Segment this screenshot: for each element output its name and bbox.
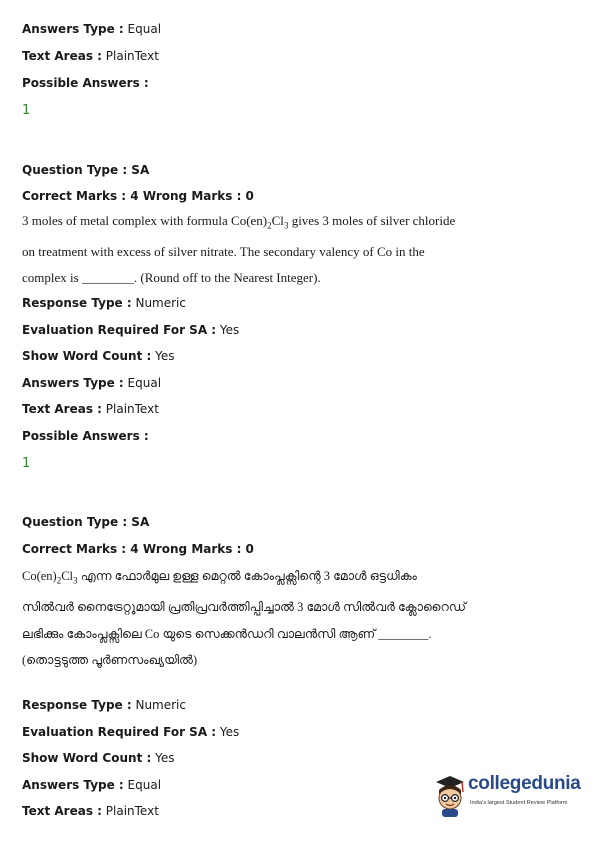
marks: Correct Marks : 4 Wrong Marks : 0: [22, 189, 254, 203]
subscript: 3: [283, 220, 289, 231]
answers-type-label: Answers Type :: [22, 778, 124, 792]
evaluation-row: [22, 323, 239, 337]
marks: Correct Marks : 4 Wrong Marks : 0: [22, 542, 254, 556]
text-areas-value: PlainText: [101, 804, 159, 818]
question-text-part: 3 moles of metal complex with formula Co(en): [22, 213, 268, 228]
text-areas-row: [22, 402, 159, 416]
word-count-value: Yes: [151, 349, 175, 363]
word-count-label: Show Word Count :: [22, 349, 152, 363]
response-type-value: Numeric: [131, 296, 186, 310]
text-areas-label: Text Areas :: [22, 402, 102, 416]
evaluation-value: Yes: [216, 323, 240, 337]
possible-answers-label: Possible Answers :: [22, 429, 149, 443]
word-count-row: [22, 349, 174, 363]
question-text-part: Cl: [271, 213, 284, 228]
text-areas-row: [22, 49, 159, 63]
text-areas-label: Text Areas :: [22, 804, 102, 818]
collegedunia-logo: [432, 770, 582, 822]
answers-type-value: Equal: [123, 22, 162, 36]
question-type: Question Type : SA: [22, 515, 150, 529]
answers-type-row: [22, 22, 161, 36]
text-areas-row: [22, 804, 159, 818]
evaluation-label: Evaluation Required For SA :: [22, 323, 217, 337]
possible-answer: 1: [22, 103, 31, 118]
answers-type-value: Equal: [123, 376, 162, 390]
question-type: Question Type : SA: [22, 163, 150, 177]
response-type-label: Response Type :: [22, 296, 132, 310]
subscript: 2: [267, 220, 272, 231]
answers-type-row: [22, 376, 161, 390]
subscript: 2: [56, 575, 62, 586]
text-areas-value: PlainText: [101, 402, 159, 416]
response-type-value: Numeric: [131, 698, 186, 712]
subscript: 3: [73, 575, 78, 586]
evaluation-value: Yes: [216, 725, 240, 739]
possible-answers-label: Possible Answers :: [22, 76, 149, 90]
response-type-label: Response Type :: [22, 698, 132, 712]
question-text: [22, 208, 462, 291]
mascot-icon: [432, 774, 468, 818]
answers-type-row: [22, 778, 161, 792]
answers-type-label: Answers Type :: [22, 376, 124, 390]
answers-type-value: Equal: [123, 778, 162, 792]
answers-type-label: Answers Type :: [22, 22, 124, 36]
response-type-row: [22, 698, 186, 712]
question-text-part: എന്ന ഫോർമുല ഉള്ള മെറ്റൽ കോംപ്ലക്സിന്റെ 3 മോൾ ഒട്ടധികം സിൽവർ നൈട്രേറ്റുമായി പ്രതിപ്രവർത്തിപ്പിച്ചാൽ 3 മോൾ സിൽവർ ക്ലോറൈഡ് ലഭിക്കും കോംപ്ലക്സിലെ Co യുടെ സെക്കൻഡറി വാലൻസി ആണ് ________. (തൊട്ടടുത്ത പൂർണസംഖ്യയിൽ): [22, 569, 467, 667]
response-type-row: [22, 296, 186, 310]
logo-tagline: India's largest Student Review Platform: [470, 800, 568, 806]
evaluation-row: [22, 725, 239, 739]
word-count-row: [22, 751, 174, 765]
question-text-part: gives 3 moles of silver chloride on treatment with excess of silver nitrate. The secondary valency of Co in the complex is ________. (Round off to the Nearest Integer).: [22, 213, 456, 285]
word-count-value: Yes: [151, 751, 175, 765]
question-text-malayalam: [22, 563, 467, 674]
text-areas-value: PlainText: [101, 49, 159, 63]
logo-wordmark: collegedunia: [468, 773, 581, 794]
question-text-part: Co(en): [22, 569, 57, 583]
evaluation-label: Evaluation Required For SA :: [22, 725, 217, 739]
word-count-label: Show Word Count :: [22, 751, 152, 765]
question-text-part: Cl: [61, 569, 74, 583]
possible-answer: 1: [22, 456, 31, 471]
text-areas-label: Text Areas :: [22, 49, 102, 63]
